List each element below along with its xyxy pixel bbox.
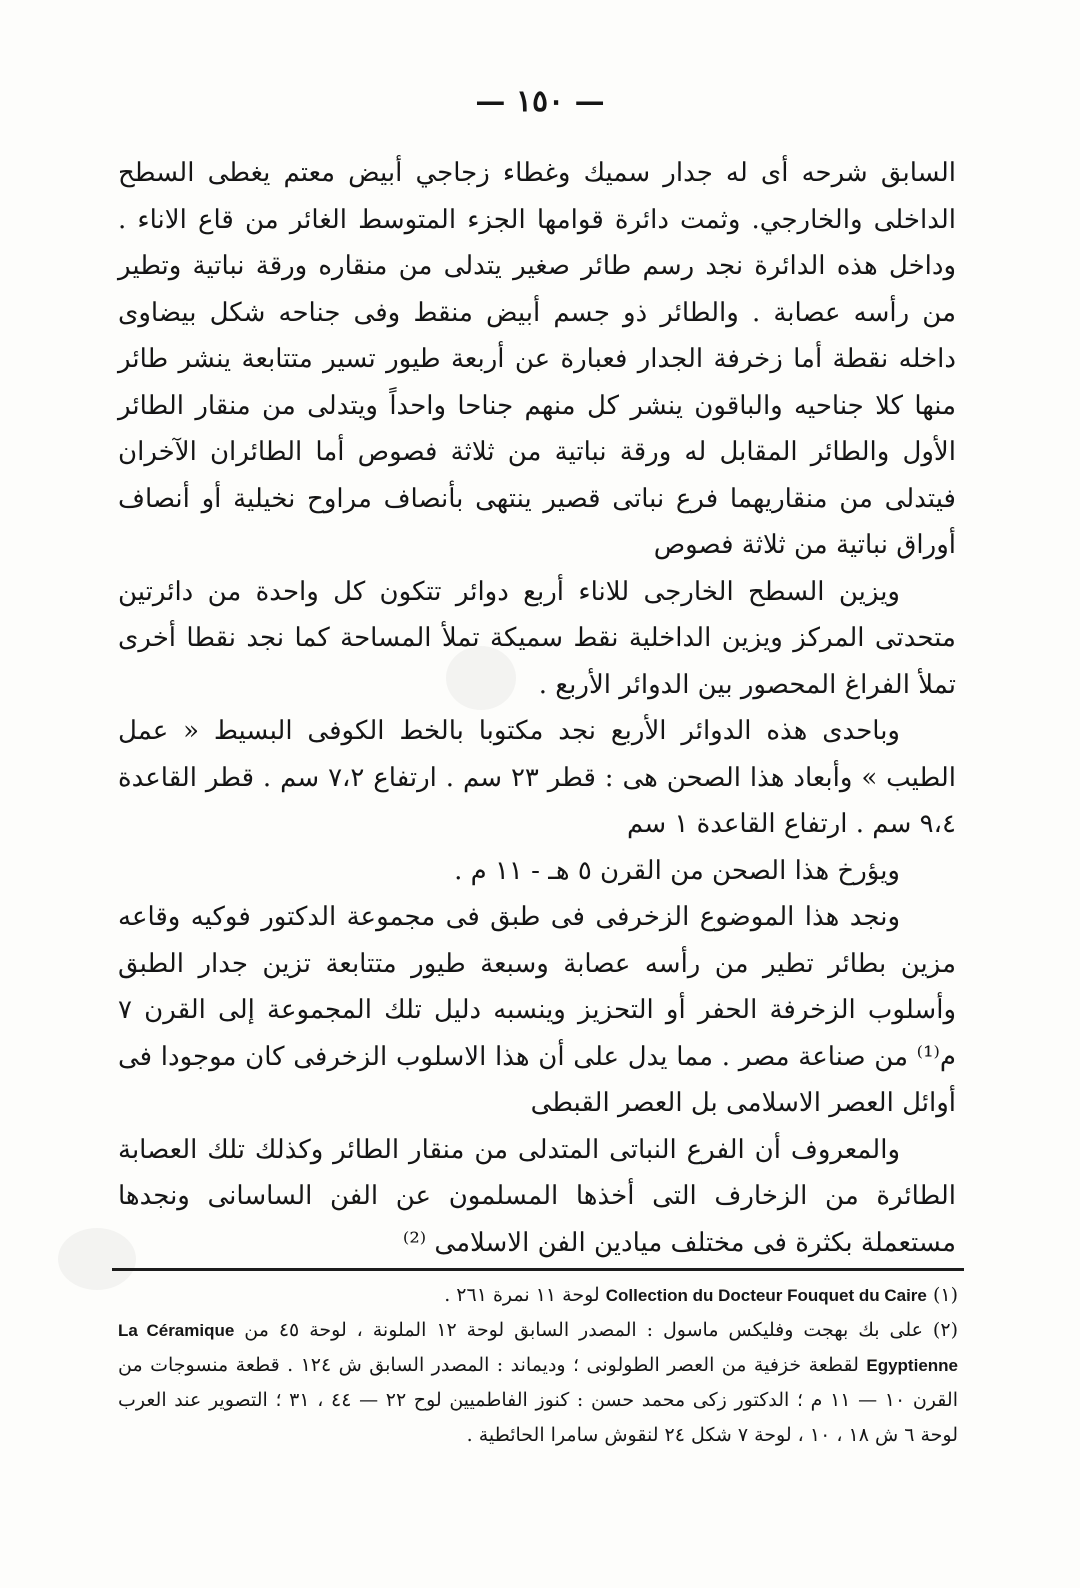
page-number: — ١٥٠ — [475, 84, 605, 119]
footnote-1 [118, 1278, 958, 1313]
footnote-separator [112, 1268, 964, 1271]
paragraph: وباحدى هذه الدوائر الأربع نجد مكتوبا بالخط الكوفى البسيط « عمل الطيب » وأبعاد هذا الصحن هى : قطر ٢٣ سم . ارتفاع ٧،٢ سم . قطر القاعدة ٩،٤ سم . ارتفاع القاعدة ١ سم [118, 716, 956, 839]
paragraph: ويؤرخ هذا الصحن من القرن ٥ هـ - ١١ م . [454, 855, 900, 886]
paragraph: ويزين السطح الخارجى للاناء أربع دوائر تتكون كل واحدة من دائرتين متحدتى المركز ويزين الداخلية نقط سميكة تملأ المساحة كما نجد نقطا أخرى تملأ الفراغ المحصور بين الدوائر الأربع . [118, 576, 956, 700]
footnotes [118, 1278, 958, 1453]
paragraph: ونجد هذا الموضوع الزخرفى فى طبق فى مجموعة الدكتور فوكيه وقاعه مزين بطائر تطير من رأسه عصابة وسبعة طيور متتابعة تزين جدار الطبق وأسلوب الزخرفة الحفر أو التحزيز وينسبه دليل تلك المجموعة إلى القرن ٧ م⁽¹⁾ من صناعة مصر . مما يدل على أن هذا الاسلوب الزخرفى كان موجودا فى أوائل العصر الاسلامى بل العصر القبطى [118, 902, 957, 1118]
footnote-text: لوحة ١١ نمرة ٢٦١ . [444, 1284, 600, 1306]
footnote-text: لقطعة خزفية من العصر الطولونى ؛ وديماند : المصدر السابق ش ١٢٤ . قطعة منسوجات من القرن ١٠ — ١١ م ؛ الدكتور زكى محمد حسن : كنوز الفاطميين لوح ٢٢ — ٤٤ ، ٣١ ؛ التصوير عند العرب لوحة ٦ ش ١٨ ، ١٠ ، لوحة ٧ شكل ٢٤ لنقوش سامرا الحائطية . [118, 1354, 958, 1446]
footnote-2 [118, 1313, 958, 1453]
body-text [118, 150, 956, 1266]
footnote-marker: (٢) [932, 1319, 958, 1341]
footnote-latin-title: La Céramique Egyptienne [118, 1321, 958, 1375]
footnote-latin-title: Collection du Docteur Fouquet du Caire [605, 1286, 927, 1305]
footnote-marker: (١) [932, 1284, 958, 1306]
paragraph: السابق شرحه أى له جدار سميك وغطاء زجاجي أبيض معتم يغطى السطح الداخلى والخارجي. وثمت دائرة قوامها الجزء المتوسط الغائر من قاع الاناء . وداخل هذه الدائرة نجد رسم طائر صغير يتدلى من منقاره ورقة نباتية وتطير من رأسه عصابة . والطائر ذو جسم أبيض منقط وفى جناحه شكل بيضاوى داخله نقطة أما زخرفة الجدار فعبارة عن أربعة طيور تسير متتابعة ينشر طائر منها كلا جناحيه والباقون ينشر كل منهم جناحا واحداً ويتدلى من منقار الطائر الأول والطائر المقابل له ورقة نباتية من ثلاثة فصوص أما الطائران الآخران فيتدلى من منقاريهما فرع نباتى قصير ينتهى بأنصاف مراوح نخيلية أو أنصاف أوراق نباتية من ثلاثة فصوص [118, 158, 957, 560]
footnote-text: على بك بهجت وفليكس ماسول : المصدر السابق لوحة ١٢ الملونة ، لوحة ٤٥ من [244, 1319, 923, 1341]
paragraph: والمعروف أن الفرع النباتى المتدلى من منقار الطائر وكذلك تلك العصابة الطائرة من الزخارف التى أخذها المسلمون عن الفن الساسانى ونجدها مستعملة بكثرة فى مختلف ميادين الفن الاسلامى ⁽²⁾ [118, 1134, 957, 1258]
